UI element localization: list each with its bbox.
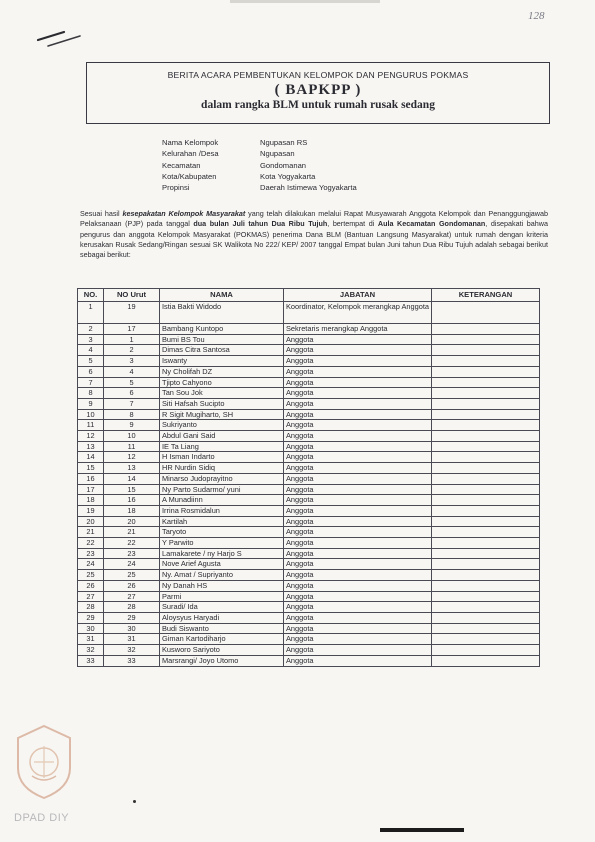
table-cell: Istia Bakti Widodo [160, 302, 284, 324]
table-cell: Anggota [284, 377, 432, 388]
table-cell: Anggota [284, 527, 432, 538]
table-row [78, 548, 540, 559]
table-cell [432, 570, 540, 581]
table-cell: Sekretaris merangkap Anggota [284, 324, 432, 335]
table-cell: 4 [104, 366, 160, 377]
table-cell [432, 548, 540, 559]
table-cell: Anggota [284, 334, 432, 345]
table-cell: HR Nurdin Sidiq [160, 463, 284, 474]
table-cell: 30 [104, 623, 160, 634]
table-cell: Anggota [284, 441, 432, 452]
table-cell: Anggota [284, 645, 432, 656]
table-cell: A Munadiinn [160, 495, 284, 506]
table-cell: 25 [104, 570, 160, 581]
seal-emblem-icon [14, 724, 74, 800]
table-cell: Anggota [284, 516, 432, 527]
table-cell: 10 [78, 409, 104, 420]
table-cell [432, 366, 540, 377]
table-cell: 15 [78, 463, 104, 474]
table-cell: Siti Hafsah Sucipto [160, 398, 284, 409]
table-cell: Anggota [284, 345, 432, 356]
table-row [78, 356, 540, 367]
table-row [78, 452, 540, 463]
table-cell: Anggota [284, 495, 432, 506]
table-row [78, 409, 540, 420]
paragraph-text: , disepakati bahwa pengurus dan anggota Kelompok Masyarakat (POKMAS) penerima Dana BLM (Bantuan Langsung Masyarakat) untuk rumah dengan kriteria kerusakan Rusak Sedang/Ringan sesuai SK Walikota No 222/ KEP/ 2007 tanggal Empat bulan Juni tahun Dua Ribu Tujuh adalah sebagai berikut sebagai berikut: [80, 219, 548, 260]
table-cell: 16 [78, 473, 104, 484]
table-cell: 31 [78, 634, 104, 645]
table-cell [432, 634, 540, 645]
table-cell: Bambang Kuntopo [160, 324, 284, 335]
table-cell [432, 655, 540, 666]
table-cell: 24 [104, 559, 160, 570]
table-cell: 21 [104, 527, 160, 538]
info-label: Kota/Kabupaten [162, 171, 217, 181]
table-cell [432, 356, 540, 367]
table-row [78, 580, 540, 591]
table-cell: 11 [104, 441, 160, 452]
table-row [78, 420, 540, 431]
table-row [78, 302, 540, 324]
table-row [78, 324, 540, 335]
table-cell: 8 [104, 409, 160, 420]
table-cell [432, 538, 540, 549]
table-cell: 2 [104, 345, 160, 356]
table-cell: 6 [78, 366, 104, 377]
table-cell: 6 [104, 388, 160, 399]
title-box [86, 62, 550, 124]
table-cell: 31 [104, 634, 160, 645]
table-cell: 18 [104, 505, 160, 516]
table-cell [432, 409, 540, 420]
table-cell [432, 324, 540, 335]
table-cell: Lamakarete / ny Harjo S [160, 548, 284, 559]
member-table [77, 288, 540, 667]
table-cell: 28 [104, 602, 160, 613]
table-cell: Tan Sou Jok [160, 388, 284, 399]
table-cell [432, 580, 540, 591]
table-cell: Anggota [284, 634, 432, 645]
table-row [78, 441, 540, 452]
table-row [78, 388, 540, 399]
table-cell: Anggota [284, 538, 432, 549]
table-cell: 22 [78, 538, 104, 549]
table-row [78, 345, 540, 356]
table-cell: 11 [78, 420, 104, 431]
table-header-row [78, 289, 540, 302]
table-cell [432, 591, 540, 602]
table-cell: Marsrangi/ Joyo Utomo [160, 655, 284, 666]
table-cell: 5 [104, 377, 160, 388]
table-cell [432, 473, 540, 484]
table-cell: Minarso Judoprayitno [160, 473, 284, 484]
paragraph-emphasis: Aula Kecamatan Gondomanan [377, 219, 486, 229]
table-cell: 7 [78, 377, 104, 388]
paragraph-text: , bertempat di [327, 219, 378, 229]
table-row [78, 516, 540, 527]
table-cell: 29 [78, 612, 104, 623]
paragraph-text: Sesuai hasil [80, 209, 123, 218]
table-cell: 20 [104, 516, 160, 527]
table-cell: Iswanty [160, 356, 284, 367]
table-row [78, 559, 540, 570]
table-cell: 33 [78, 655, 104, 666]
table-row [78, 431, 540, 442]
table-cell: 12 [104, 452, 160, 463]
table-cell: Anggota [284, 570, 432, 581]
table-cell [432, 431, 540, 442]
table-cell: 7 [104, 398, 160, 409]
table-row [78, 463, 540, 474]
table-cell: Taryoto [160, 527, 284, 538]
table-cell: Anggota [284, 388, 432, 399]
table-cell: Kusworo Sariyoto [160, 645, 284, 656]
table-cell: 19 [78, 505, 104, 516]
table-row [78, 602, 540, 613]
table-cell: 5 [78, 356, 104, 367]
table-cell: Anggota [284, 409, 432, 420]
table-cell [432, 484, 540, 495]
info-row [162, 182, 357, 193]
info-row [162, 137, 357, 148]
ink-dot [133, 800, 136, 803]
table-cell [432, 495, 540, 506]
table-row [78, 538, 540, 549]
table-cell: Suradi/ Ida [160, 602, 284, 613]
document-subtitle: dalam rangka BLM untuk rumah rusak sedang [201, 99, 435, 111]
table-row [78, 473, 540, 484]
table-cell: 14 [78, 452, 104, 463]
table-cell: 4 [78, 345, 104, 356]
table-cell: Parmi [160, 591, 284, 602]
table-cell: Anggota [284, 602, 432, 613]
table-cell [432, 645, 540, 656]
table-cell: 2 [78, 324, 104, 335]
scan-edge-mark [230, 0, 380, 3]
table-cell: 17 [104, 324, 160, 335]
table-cell: Anggota [284, 580, 432, 591]
table-cell: 27 [104, 591, 160, 602]
table-cell: 29 [104, 612, 160, 623]
info-value: Gondomanan [260, 160, 307, 170]
info-value: Ngupasan [260, 149, 295, 159]
table-cell: Anggota [284, 398, 432, 409]
table-cell: Dimas Citra Santosa [160, 345, 284, 356]
table-cell: 15 [104, 484, 160, 495]
table-cell: Anggota [284, 623, 432, 634]
table-cell [432, 302, 540, 324]
table-cell: 13 [104, 463, 160, 474]
table-cell: IE Ta Liang [160, 441, 284, 452]
table-cell: Giman Kartodiharjo [160, 634, 284, 645]
table-cell: Anggota [284, 655, 432, 666]
table-row [78, 495, 540, 506]
table-cell [432, 527, 540, 538]
table-cell: Koordinator, Kelompok merangkap Anggota [284, 302, 432, 324]
table-row [78, 377, 540, 388]
table-row [78, 645, 540, 656]
table-cell: 13 [78, 441, 104, 452]
column-header: NAMA [160, 289, 284, 302]
table-cell: 25 [78, 570, 104, 581]
watermark-text: DPAD DIY [14, 812, 70, 824]
table-cell: Y Parwito [160, 538, 284, 549]
table-cell: Anggota [284, 420, 432, 431]
table-cell: Anggota [284, 505, 432, 516]
paragraph-text: yang telah dilakukan melalui Rapat Musyawarah Anggota Kelompok dan Penanggungjawab Pelaksanaan (PJP) pada tanggal [80, 209, 548, 229]
table-cell: Anggota [284, 473, 432, 484]
table-cell: Anggota [284, 431, 432, 442]
table-cell: 28 [78, 602, 104, 613]
table-cell: 8 [78, 388, 104, 399]
table-cell: 32 [104, 645, 160, 656]
table-cell: Anggota [284, 559, 432, 570]
table-cell: R Sigit Mugiharto, SH [160, 409, 284, 420]
table-cell: 16 [104, 495, 160, 506]
agreement-paragraph [80, 209, 548, 260]
table-cell: 24 [78, 559, 104, 570]
table-row [78, 634, 540, 645]
table-row [78, 570, 540, 581]
info-row [162, 160, 357, 171]
table-cell [432, 505, 540, 516]
table-cell: Anggota [284, 366, 432, 377]
table-cell: Anggota [284, 591, 432, 602]
table-cell: 26 [78, 580, 104, 591]
paragraph-emphasis: kesepakatan Kelompok Masyarakat [122, 209, 246, 218]
table-cell: Ny Cholifah DZ [160, 366, 284, 377]
table-cell [432, 441, 540, 452]
column-header: NO. [78, 289, 104, 302]
table-row [78, 623, 540, 634]
table-cell: Sukriyanto [160, 420, 284, 431]
table-row [78, 484, 540, 495]
table-cell: 20 [78, 516, 104, 527]
table-cell: Nove Arief Agusta [160, 559, 284, 570]
table-cell: Kartilah [160, 516, 284, 527]
table-cell: 12 [78, 431, 104, 442]
table-cell: Anggota [284, 356, 432, 367]
table-cell: Irrina Rosmidalun [160, 505, 284, 516]
table-cell: 26 [104, 580, 160, 591]
table-row [78, 527, 540, 538]
info-value: Daerah Istimewa Yogyakarta [260, 183, 357, 193]
table-cell: 23 [104, 548, 160, 559]
info-label: Kelurahan /Desa [162, 149, 219, 159]
table-cell: Anggota [284, 612, 432, 623]
scan-bottom-bar [380, 828, 464, 832]
document-title: BERITA ACARA PEMBENTUKAN KELOMPOK DAN PENGURUS POKMAS [167, 70, 469, 80]
column-header: NO Urut [104, 289, 160, 302]
info-label: Nama Kelompok [162, 138, 219, 147]
table-cell: Aloysyus Haryadi [160, 612, 284, 623]
table-cell: Anggota [284, 548, 432, 559]
table-cell: 27 [78, 591, 104, 602]
table-cell: Budi Siswanto [160, 623, 284, 634]
table-cell: 3 [104, 356, 160, 367]
table-cell: 30 [78, 623, 104, 634]
table-cell: 18 [78, 495, 104, 506]
table-cell: 14 [104, 473, 160, 484]
table-cell [432, 345, 540, 356]
table-cell [432, 623, 540, 634]
table-body [78, 302, 540, 667]
document-abbreviation: ( BAPKPP ) [274, 82, 362, 98]
table-cell [432, 452, 540, 463]
table-cell: Ny Parto Sudarmo/ yuni [160, 484, 284, 495]
table-cell: 19 [104, 302, 160, 324]
table-cell: 10 [104, 431, 160, 442]
table-cell [432, 388, 540, 399]
group-info [162, 137, 357, 193]
table-cell [432, 602, 540, 613]
table-cell: Ny Danah HS [160, 580, 284, 591]
paragraph-emphasis: dua bulan Juli tahun Dua Ribu Tujuh [193, 219, 328, 229]
table-cell [432, 516, 540, 527]
info-value: Kota Yogyakarta [260, 171, 316, 181]
table-row [78, 505, 540, 516]
column-header: JABATAN [284, 289, 432, 302]
info-row [162, 171, 357, 182]
table-cell: Anggota [284, 463, 432, 474]
table-cell: Anggota [284, 452, 432, 463]
table-cell [432, 612, 540, 623]
table-cell: Tjipto Cahyono [160, 377, 284, 388]
table-cell [432, 334, 540, 345]
info-value: Ngupasan RS [260, 138, 308, 147]
table-cell [432, 398, 540, 409]
table-cell: 21 [78, 527, 104, 538]
table-cell: 32 [78, 645, 104, 656]
table-cell: 17 [78, 484, 104, 495]
table-cell: Abdul Gani Said [160, 431, 284, 442]
column-header: KETERANGAN [432, 289, 540, 302]
table-cell [432, 559, 540, 570]
table-row [78, 591, 540, 602]
page-number: 128 [528, 10, 545, 22]
info-row [162, 148, 357, 159]
table-row [78, 366, 540, 377]
table-cell: Anggota [284, 484, 432, 495]
table-cell [432, 463, 540, 474]
table-cell: 9 [104, 420, 160, 431]
table-cell [432, 420, 540, 431]
table-cell: Ny. Amat / Supriyanto [160, 570, 284, 581]
table-cell: 33 [104, 655, 160, 666]
table-cell: 1 [78, 302, 104, 324]
table-cell: 3 [78, 334, 104, 345]
info-label: Propinsi [162, 183, 190, 193]
pen-stroke-mark [36, 26, 84, 50]
table-row [78, 334, 540, 345]
table-cell: 23 [78, 548, 104, 559]
table-cell: 22 [104, 538, 160, 549]
table-cell: Bumi BS Tou [160, 334, 284, 345]
table-cell: H Isman Indarto [160, 452, 284, 463]
info-label: Kecamatan [162, 160, 201, 170]
table-row [78, 655, 540, 666]
table-cell: 1 [104, 334, 160, 345]
table-row [78, 398, 540, 409]
table-row [78, 612, 540, 623]
table-cell: 9 [78, 398, 104, 409]
table-cell [432, 377, 540, 388]
